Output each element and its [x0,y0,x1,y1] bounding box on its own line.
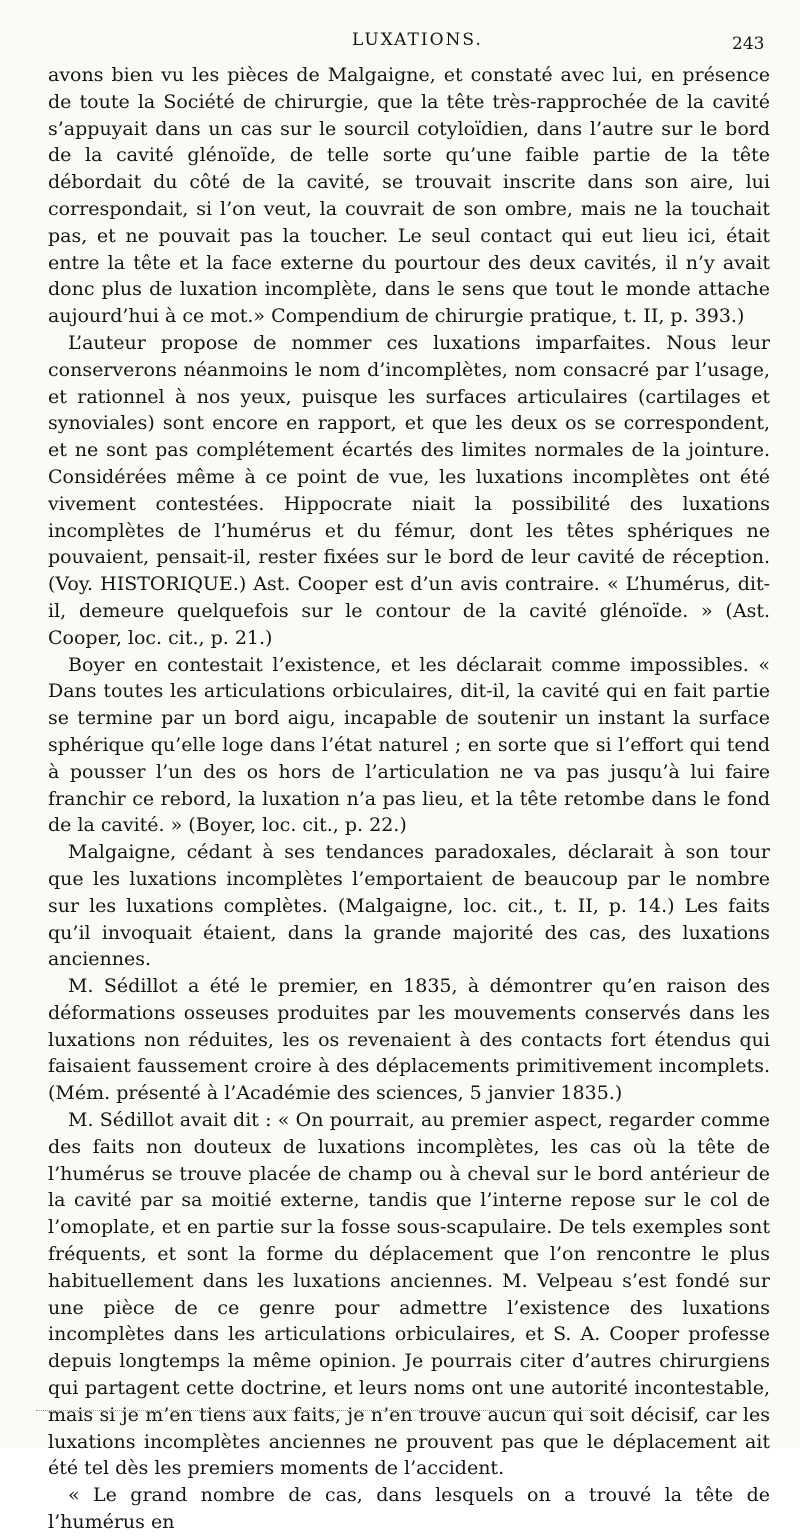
paragraph-continuation: avons bien vu les pièces de Malgaigne, et constaté avec lui, en présence de toute la Société de chirurgie, que la tête très-rapprochée de la cavité s’appuyait dans un cas sur le sourcil cotyloïdien, dans l’autre sur le bord de la cavité glénoïde, de telle sorte qu’une faible partie de la tête débordait du côté de la cavité, se trouvait inscrite dans son aire, lui correspondait, si l’on veut, la couvrait de son ombre, mais ne la touchait pas, et ne pouvait pas la toucher. Le seul contact qui eut lieu ici, était entre la tête et la face externe du pourtour des deux cavités, il n’y avait donc plus de luxation incomplète, dans le sens que tout le monde attache aujourd’hui à ce mot.» Compendium de chirurgie pratique, t. II, p. 393.) [48,64,770,328]
paragraph-last: « Le grand nombre de cas, dans lesquels on a trouvé la tête de l’humérus en [48,1484,770,1534]
paragraph-sedillot-1835: M. Sédillot a été le premier, en 1835, à démontrer qu’en raison des déformations osseuses produites par les mouvements conservés dans les luxations non réduites, les os revenaient à des contacts fort étendus qui faisaient faussement croire à des déplacements primitivement incomplets. (Mém. présenté à l’Académie des sciences, 5 janvier 1835.) [48,975,770,1105]
paragraph-imparfaites: L’auteur propose de nommer ces luxations imparfaites. Nous leur conserverons néanmoins le nom d’incomplètes, nom consacré par l’usage, et rationnel à nos yeux, puisque les surfaces articulaires (cartilages et synoviales) sont encore en rapport, et que les deux os se correspondent, et ne sont pas complétement écartés des limites normales de la jointure. Considérées même à ce point de vue, les luxations incomplètes ont été vivement contestées. Hippocrate niait la possibilité des luxations incomplètes de l’humérus et du fémur, dont les têtes sphériques ne pouvaient, pensait-il, rester fixées sur le bord de leur cavité de réception. (Voy. HISTORIQUE.) Ast. Cooper est d’un avis contraire. « L’humérus, dit-il, demeure quelquefois sur le contour de la cavité glénoïde. » (Ast. Cooper, loc. cit., p. 21.) [48,331,770,649]
body-text [48,62,770,1536]
paragraph-sedillot-quote: M. Sédillot avait dit : « On pourrait, au premier aspect, regarder comme des faits non douteux de luxations incomplètes, les cas où la tête de l’humérus se trouve placée de champ ou à cheval sur le bord antérieur de la cavité par sa moitié externe, tandis que l’interne repose sur le col de l’omoplate, et en partie sur la fosse sous-scapulaire. De tels exemples sont fréquents, et sont la forme du déplacement que l’on rencontre le plus habituellement dans les luxations anciennes. M. Velpeau s’est fondé sur une pièce de ce genre pour admettre l’existence des luxations incomplètes dans les articulations orbiculaires, et S. A. Cooper professe depuis longtemps la même opinion. Je pourrais citer d’autres chirurgiens qui partagent cette doctrine, et leurs noms ont une autorité incontestable, mais si je m’en tiens aux faits, je n’en trouve aucun qui soit décisif, car les luxations incomplètes anciennes ne prouvent pas que le déplacement ait été tel dès les premiers moments de l’accident. [48,1109,770,1480]
running-head [0,30,800,56]
paragraph-malgaigne: Malgaigne, cédant à ses tendances paradoxales, déclarait à son tour que les luxations incomplètes l’emportaient de beaucoup par le nombre sur les luxations complètes. (Malgaigne, loc. cit., t. II, p. 14.) Les faits qu’il invoquait étaient, dans la grande majorité des cas, des luxations anciennes. [48,841,770,971]
scan-dotted-mark [36,1410,596,1413]
page-number: 243 [732,34,765,54]
running-title: LUXATIONS. [352,30,483,50]
paragraph-boyer: Boyer en contestait l’existence, et les déclarait comme impossibles. « Dans toutes les articulations orbiculaires, dit-il, la cavité qui en fait partie se termine par un bord aigu, incapable de soutenir un instant la surface sphérique qu’elle loge dans l’état naturel ; en sorte que si l’effort qui tend à pousser l’un des os hors de l’articulation ne va pas jusqu’à lui faire franchir ce rebord, la luxation n’a pas lieu, et la tête retombe dans le fond de la cavité. » (Boyer, loc. cit., p. 22.) [48,653,770,837]
